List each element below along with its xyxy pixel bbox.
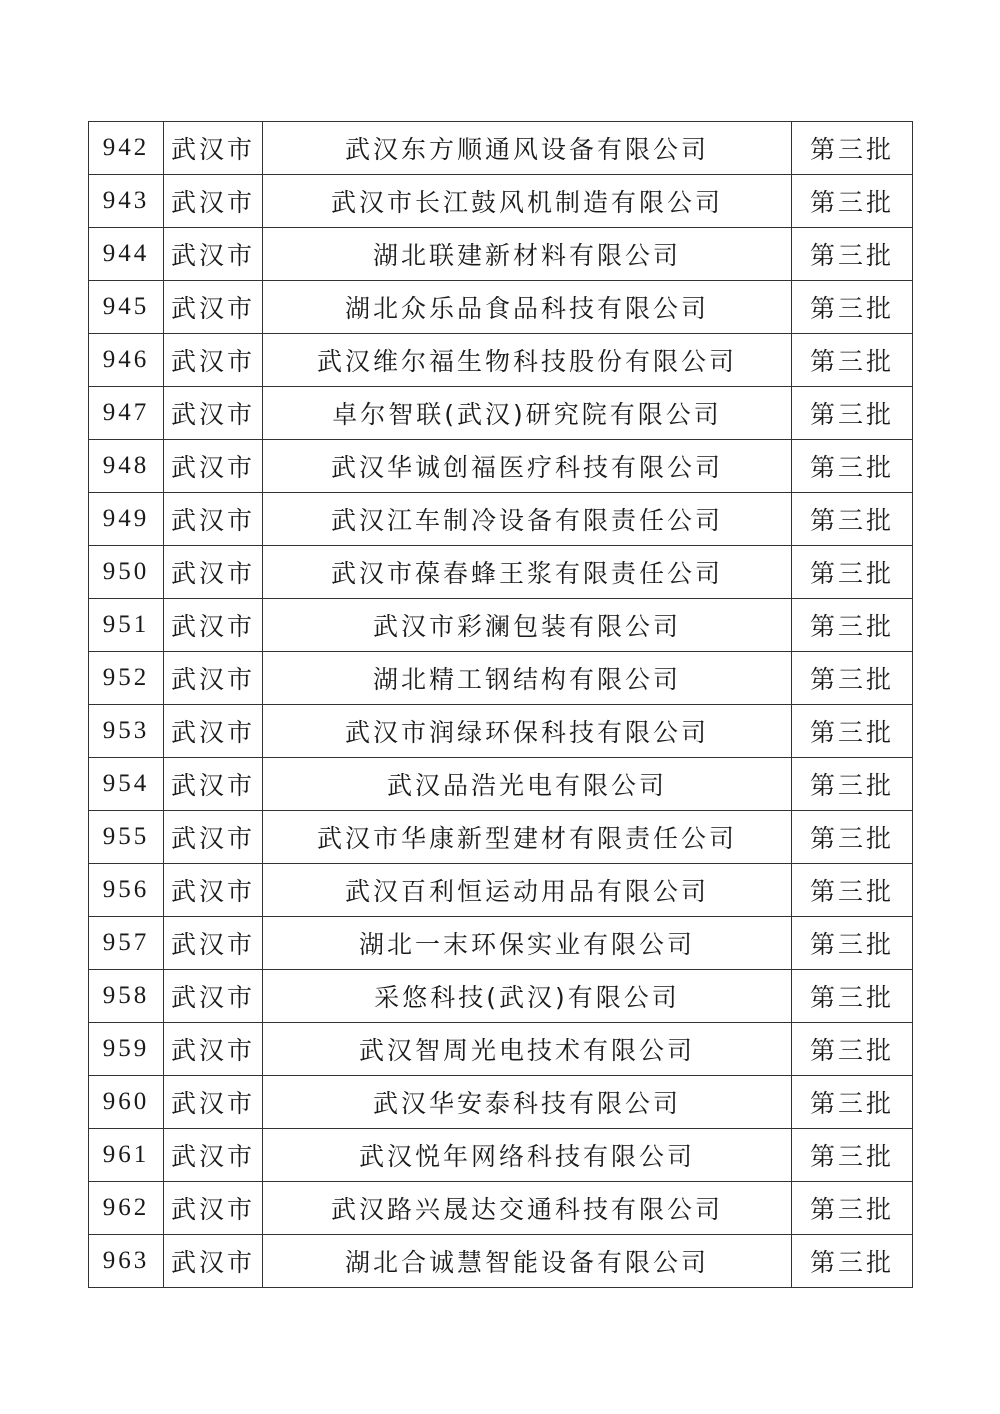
row-number-cell: 952 — [89, 652, 164, 705]
city-cell: 武汉市 — [164, 970, 263, 1023]
row-number-cell: 961 — [89, 1129, 164, 1182]
row-number-cell: 957 — [89, 917, 164, 970]
company-name-cell: 武汉华诚创福医疗科技有限公司 — [263, 440, 792, 493]
table-body — [89, 122, 913, 1288]
batch-cell: 第三批 — [792, 1076, 913, 1129]
batch-cell: 第三批 — [792, 1129, 913, 1182]
city-cell: 武汉市 — [164, 917, 263, 970]
company-name-cell: 卓尔智联(武汉)研究院有限公司 — [263, 387, 792, 440]
company-name-cell: 武汉江车制冷设备有限责任公司 — [263, 493, 792, 546]
company-name-cell: 武汉市葆春蜂王浆有限责任公司 — [263, 546, 792, 599]
row-number-cell: 947 — [89, 387, 164, 440]
company-name-cell: 武汉路兴晟达交通科技有限公司 — [263, 1182, 792, 1235]
batch-cell: 第三批 — [792, 652, 913, 705]
company-name-cell: 湖北合诚慧智能设备有限公司 — [263, 1235, 792, 1288]
company-name-cell: 武汉维尔福生物科技股份有限公司 — [263, 334, 792, 387]
company-name-cell: 湖北众乐品食品科技有限公司 — [263, 281, 792, 334]
table-row — [89, 705, 913, 758]
batch-cell: 第三批 — [792, 1235, 913, 1288]
row-number-cell: 949 — [89, 493, 164, 546]
batch-cell: 第三批 — [792, 281, 913, 334]
table-row — [89, 758, 913, 811]
table-row — [89, 917, 913, 970]
table-row — [89, 440, 913, 493]
table-row — [89, 1129, 913, 1182]
company-list-table — [88, 121, 913, 1288]
batch-cell: 第三批 — [792, 493, 913, 546]
table-row — [89, 175, 913, 228]
row-number-cell: 953 — [89, 705, 164, 758]
company-name-cell: 武汉智周光电技术有限公司 — [263, 1023, 792, 1076]
batch-cell: 第三批 — [792, 811, 913, 864]
row-number-cell: 948 — [89, 440, 164, 493]
batch-cell: 第三批 — [792, 387, 913, 440]
table-row — [89, 334, 913, 387]
batch-cell: 第三批 — [792, 440, 913, 493]
row-number-cell: 944 — [89, 228, 164, 281]
city-cell: 武汉市 — [164, 440, 263, 493]
row-number-cell: 950 — [89, 546, 164, 599]
table-row — [89, 864, 913, 917]
company-name-cell: 湖北联建新材料有限公司 — [263, 228, 792, 281]
company-name-cell: 武汉品浩光电有限公司 — [263, 758, 792, 811]
table-row — [89, 546, 913, 599]
city-cell: 武汉市 — [164, 811, 263, 864]
city-cell: 武汉市 — [164, 1129, 263, 1182]
batch-cell: 第三批 — [792, 599, 913, 652]
table-row — [89, 122, 913, 175]
company-name-cell: 武汉百利恒运动用品有限公司 — [263, 864, 792, 917]
city-cell: 武汉市 — [164, 1076, 263, 1129]
batch-cell: 第三批 — [792, 546, 913, 599]
city-cell: 武汉市 — [164, 758, 263, 811]
row-number-cell: 942 — [89, 122, 164, 175]
city-cell: 武汉市 — [164, 175, 263, 228]
table-row — [89, 1023, 913, 1076]
city-cell: 武汉市 — [164, 652, 263, 705]
row-number-cell: 955 — [89, 811, 164, 864]
batch-cell: 第三批 — [792, 175, 913, 228]
row-number-cell: 945 — [89, 281, 164, 334]
batch-cell: 第三批 — [792, 758, 913, 811]
city-cell: 武汉市 — [164, 1023, 263, 1076]
table-row — [89, 1235, 913, 1288]
row-number-cell: 951 — [89, 599, 164, 652]
company-name-cell: 武汉东方顺通风设备有限公司 — [263, 122, 792, 175]
city-cell: 武汉市 — [164, 705, 263, 758]
row-number-cell: 954 — [89, 758, 164, 811]
batch-cell: 第三批 — [792, 1023, 913, 1076]
row-number-cell: 963 — [89, 1235, 164, 1288]
city-cell: 武汉市 — [164, 281, 263, 334]
company-name-cell: 武汉市长江鼓风机制造有限公司 — [263, 175, 792, 228]
batch-cell: 第三批 — [792, 228, 913, 281]
table-row — [89, 1076, 913, 1129]
table-row — [89, 599, 913, 652]
company-name-cell: 湖北一末环保实业有限公司 — [263, 917, 792, 970]
table-row — [89, 228, 913, 281]
city-cell: 武汉市 — [164, 1235, 263, 1288]
batch-cell: 第三批 — [792, 970, 913, 1023]
table-row — [89, 811, 913, 864]
table-row — [89, 387, 913, 440]
table-row — [89, 652, 913, 705]
row-number-cell: 958 — [89, 970, 164, 1023]
batch-cell: 第三批 — [792, 917, 913, 970]
batch-cell: 第三批 — [792, 1182, 913, 1235]
row-number-cell: 956 — [89, 864, 164, 917]
city-cell: 武汉市 — [164, 493, 263, 546]
company-name-cell: 武汉华安泰科技有限公司 — [263, 1076, 792, 1129]
city-cell: 武汉市 — [164, 387, 263, 440]
company-name-cell: 武汉市润绿环保科技有限公司 — [263, 705, 792, 758]
table-row — [89, 493, 913, 546]
city-cell: 武汉市 — [164, 599, 263, 652]
table-row — [89, 970, 913, 1023]
city-cell: 武汉市 — [164, 864, 263, 917]
batch-cell: 第三批 — [792, 705, 913, 758]
city-cell: 武汉市 — [164, 228, 263, 281]
row-number-cell: 960 — [89, 1076, 164, 1129]
table-row — [89, 1182, 913, 1235]
city-cell: 武汉市 — [164, 546, 263, 599]
city-cell: 武汉市 — [164, 334, 263, 387]
company-name-cell: 武汉市彩澜包装有限公司 — [263, 599, 792, 652]
city-cell: 武汉市 — [164, 1182, 263, 1235]
row-number-cell: 962 — [89, 1182, 164, 1235]
row-number-cell: 943 — [89, 175, 164, 228]
row-number-cell: 946 — [89, 334, 164, 387]
batch-cell: 第三批 — [792, 334, 913, 387]
batch-cell: 第三批 — [792, 864, 913, 917]
company-name-cell: 武汉悦年网络科技有限公司 — [263, 1129, 792, 1182]
company-name-cell: 采悠科技(武汉)有限公司 — [263, 970, 792, 1023]
table-row — [89, 281, 913, 334]
row-number-cell: 959 — [89, 1023, 164, 1076]
company-name-cell: 湖北精工钢结构有限公司 — [263, 652, 792, 705]
company-name-cell: 武汉市华康新型建材有限责任公司 — [263, 811, 792, 864]
city-cell: 武汉市 — [164, 122, 263, 175]
batch-cell: 第三批 — [792, 122, 913, 175]
